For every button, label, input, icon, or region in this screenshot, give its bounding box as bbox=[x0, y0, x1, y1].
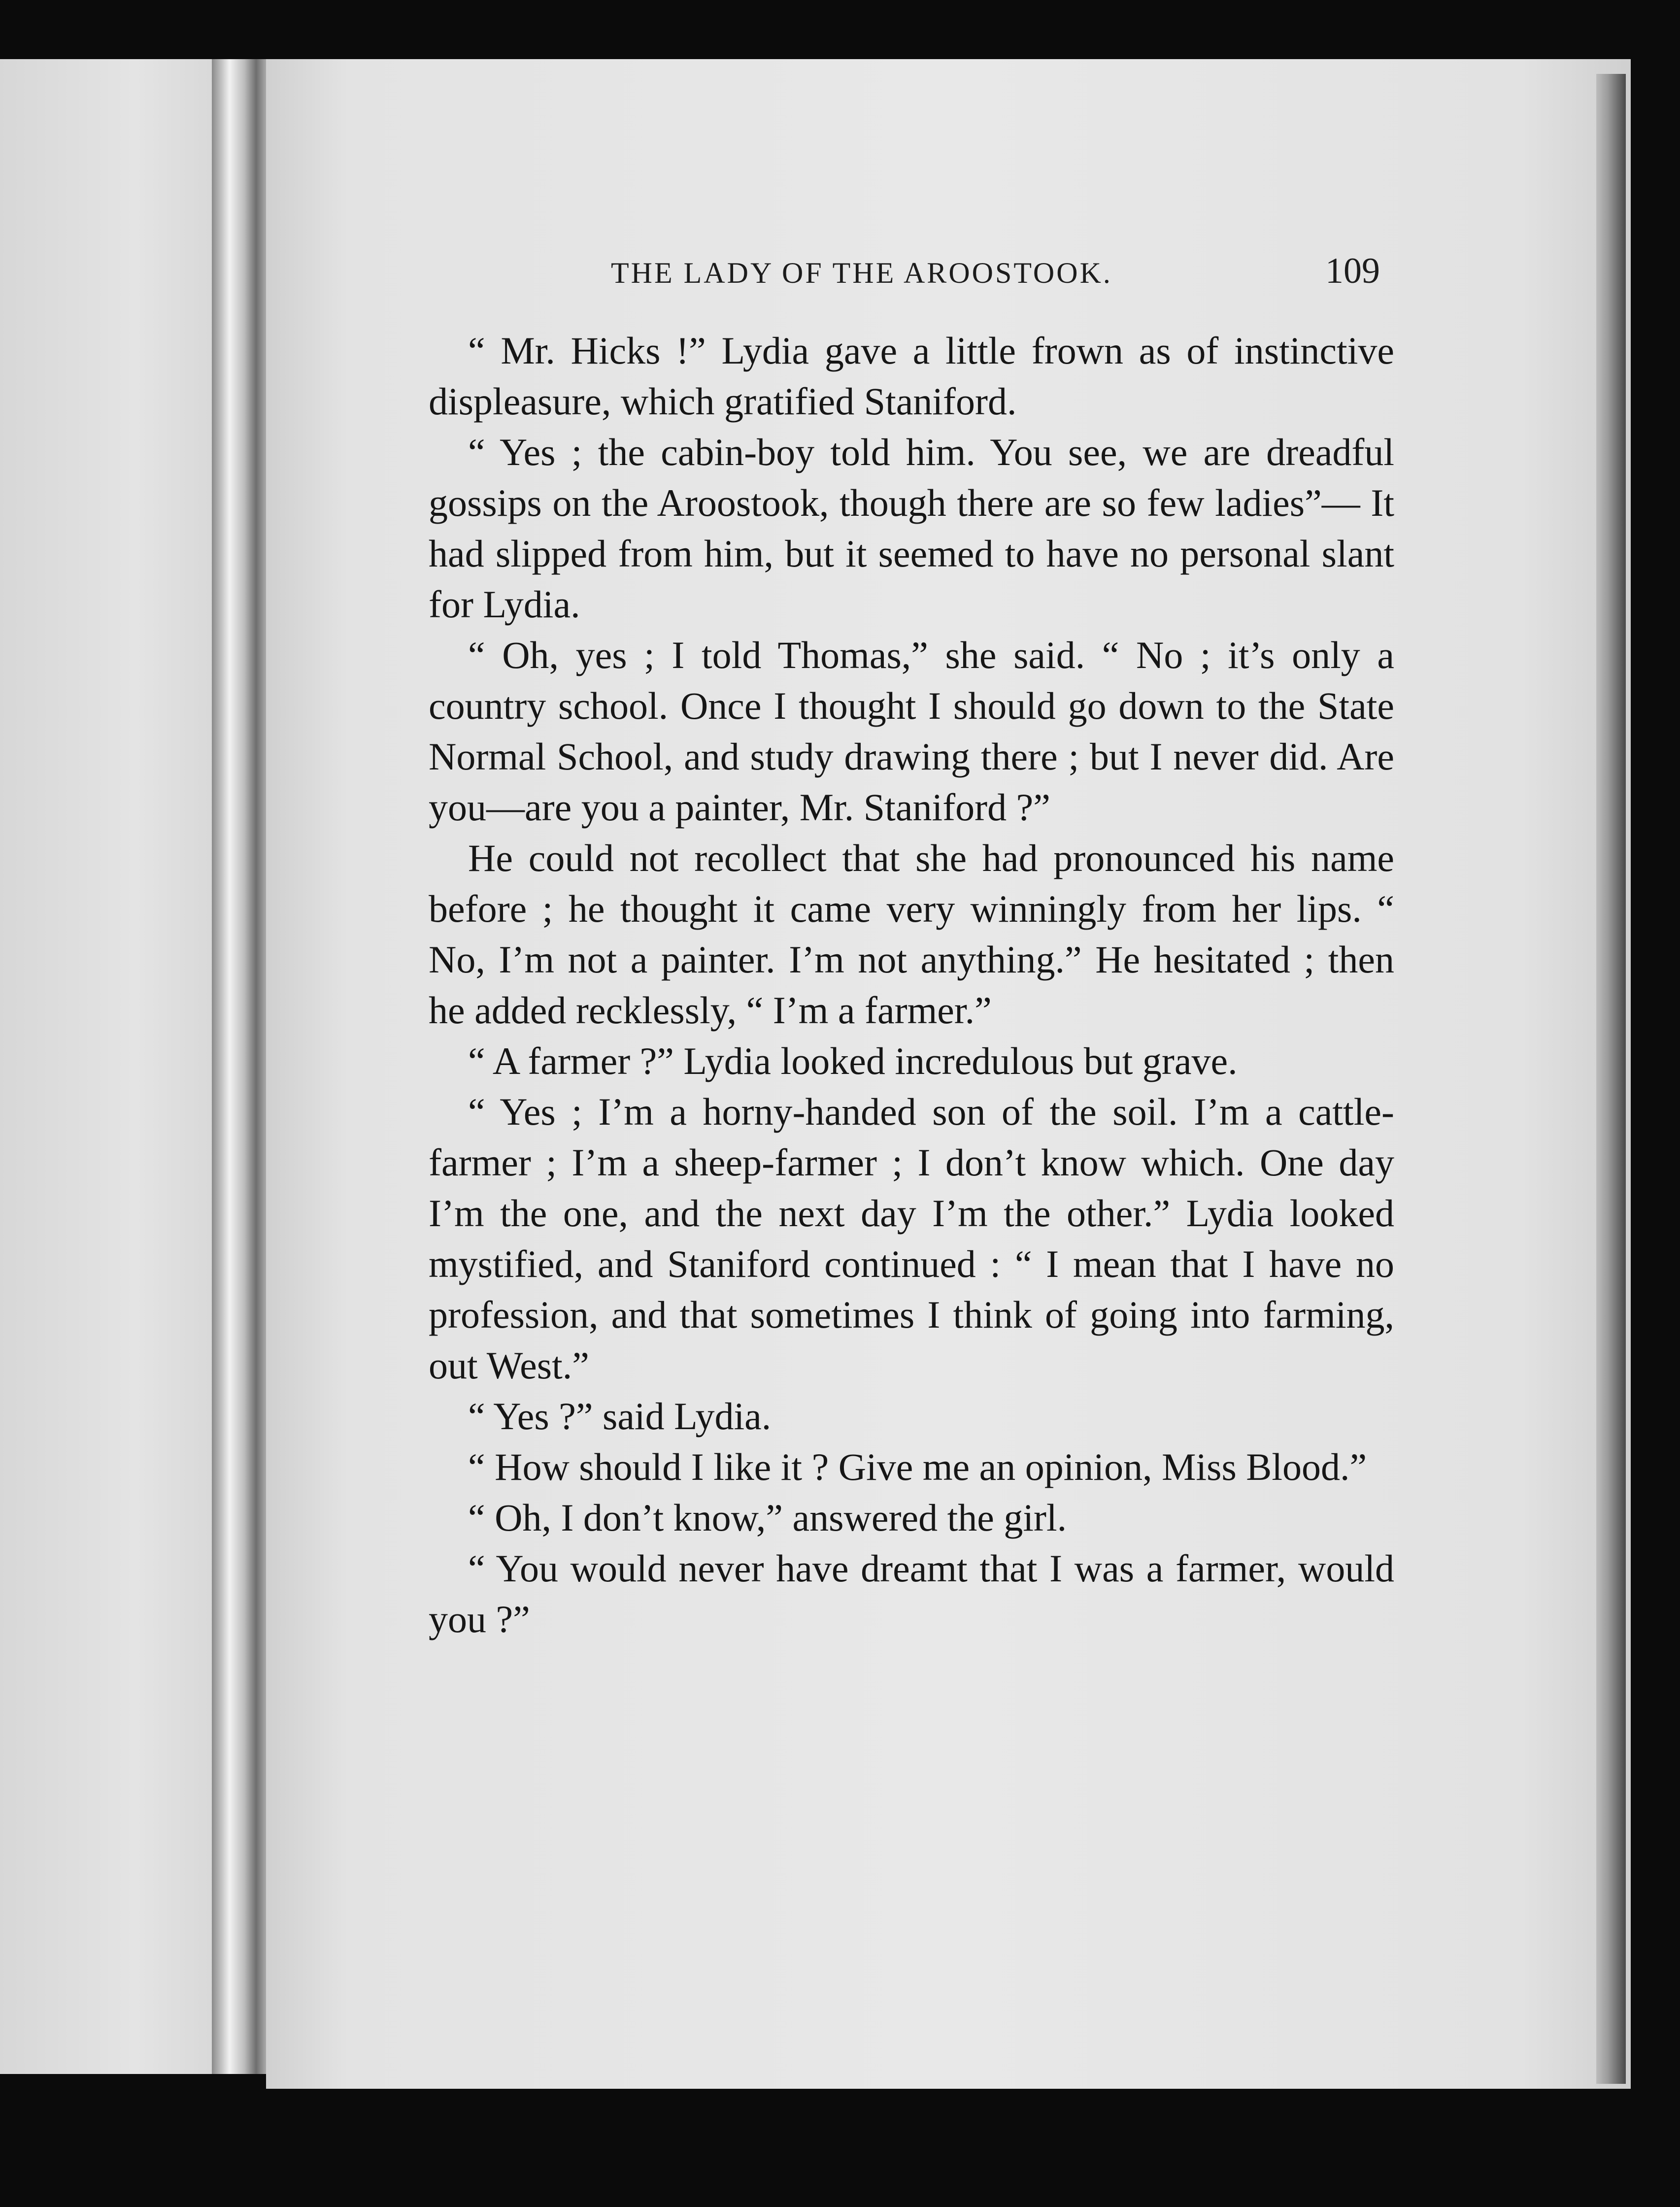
body-text bbox=[429, 325, 1394, 1644]
book-gutter bbox=[212, 59, 271, 2074]
paragraph: “ Yes ; I’m a horny-handed son of the soil. I’m a cattle-farmer ; I’m a sheep-farmer ; I don’t know which. One day I’m the one, and the next day I’m the other.” Lydia looked mystified, and Staniford continued : “ I mean that I have no profession, and that sometimes I think of going into farming, out West.” bbox=[429, 1090, 1394, 1387]
running-head: THE LADY OF THE AROOSTOOK. bbox=[611, 257, 1112, 289]
paragraph: “ A farmer ?” Lydia looked incredulous but grave. bbox=[468, 1039, 1238, 1082]
paragraph: “ Yes ?” said Lydia. bbox=[468, 1395, 772, 1438]
paragraph: “ You would never have dreamt that I was a farmer, would you ?” bbox=[429, 1547, 1394, 1640]
paragraph: “ How should I like it ? Give me an opinion, Miss Blood.” bbox=[468, 1445, 1367, 1488]
paragraph: He could not recollect that she had pronounced his name before ; he thought it came very winningly from her lips. “ No, I’m not a painter. I’m not anything.” He hesitated ; then he added recklessly, “ I’m a farmer.” bbox=[429, 836, 1394, 1032]
page-edge-shadow bbox=[1596, 74, 1626, 2084]
left-facing-page bbox=[0, 59, 246, 2074]
paragraph: “ Mr. Hicks !” Lydia gave a little frown as of instinctive displeasure, which gratified Staniford. bbox=[429, 329, 1394, 423]
paragraph: “ Oh, yes ; I told Thomas,” she said. “ No ; it’s only a country school. Once I thought I should go down to the State Normal School, and study drawing there ; but I never did. Are you—are you a painter, Mr. Staniford ?” bbox=[429, 634, 1394, 829]
paragraph: “ Oh, I don’t know,” answered the girl. bbox=[468, 1496, 1067, 1539]
page-number: 109 bbox=[1325, 251, 1380, 291]
paragraph: “ Yes ; the cabin-boy told him. You see, we are dreadful gossips on the Aroostook, though there are so few ladies”— It had slipped from him, but it seemed to have no personal slant for Lydia. bbox=[429, 431, 1394, 626]
